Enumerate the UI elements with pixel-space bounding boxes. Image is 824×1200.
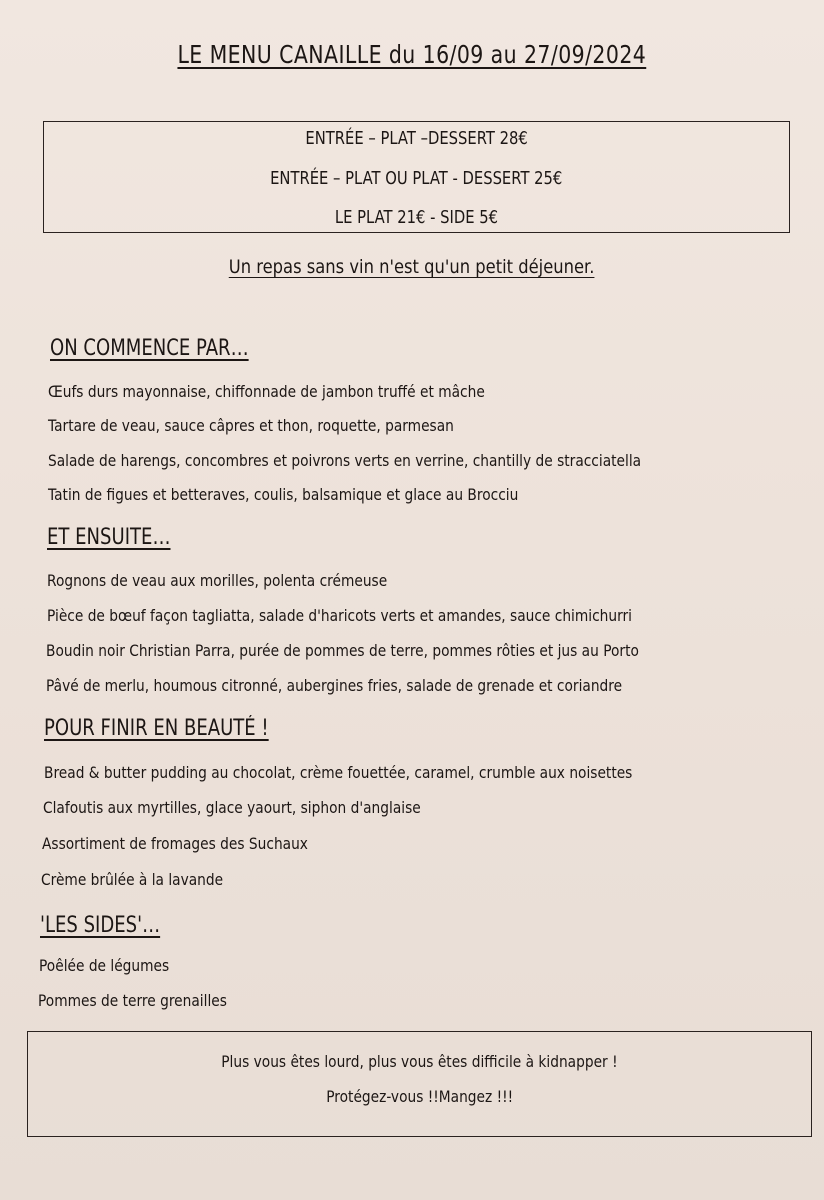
price-formula-two-courses: ENTRÉE – PLAT OU PLAT - DESSERT 25€ xyxy=(270,168,563,189)
menu-item: Poêlée de légumes xyxy=(39,956,170,975)
closing-quote-line: Plus vous êtes lourd, plus vous êtes difficile à kidnapper ! xyxy=(221,1052,618,1071)
menu-item: Bread & butter pudding au chocolat, crème fouettée, caramel, crumble aux noisettes xyxy=(44,763,633,782)
closing-quote-box xyxy=(27,1031,812,1137)
menu-item: Crème brûlée à la lavande xyxy=(41,870,224,889)
menu-item: Salade de harengs, concombres et poivrons verts en verrine, chantilly de stracciatella xyxy=(48,451,642,470)
menu-item: Pommes de terre grenailles xyxy=(38,991,227,1010)
section-heading-starters: ON COMMENCE PAR… xyxy=(50,336,249,361)
section-heading-sides: 'LES SIDES'… xyxy=(40,913,161,938)
menu-item: Tatin de figues et betteraves, coulis, balsamique et glace au Brocciu xyxy=(48,485,519,504)
menu-item: Œufs durs mayonnaise, chiffonnade de jambon truffé et mâche xyxy=(48,382,485,401)
closing-quote-line: Protégez-vous !!Mangez !!! xyxy=(326,1087,513,1106)
price-box xyxy=(43,121,790,233)
price-formula-three-courses: ENTRÉE – PLAT –DESSERT 28€ xyxy=(305,128,528,149)
tagline-row xyxy=(0,256,824,278)
price-formula-main-side: LE PLAT 21€ - SIDE 5€ xyxy=(334,207,499,228)
menu-item: Clafoutis aux myrtilles, glace yaourt, siphon d'anglaise xyxy=(43,798,421,817)
menu-title-row xyxy=(0,40,824,69)
menu-item: Pâvé de merlu, houmous citronné, aubergines fries, salade de grenade et coriandre xyxy=(46,676,623,695)
tagline: Un repas sans vin n'est qu'un petit déjeuner. xyxy=(229,256,595,278)
menu-item: Rognons de veau aux morilles, polenta crémeuse xyxy=(47,571,388,590)
menu-item: Assortiment de fromages des Suchaux xyxy=(42,834,308,853)
section-heading-mains: ET ENSUITE… xyxy=(47,525,171,550)
menu-item: Pièce de bœuf façon tagliatta, salade d'haricots verts et amandes, sauce chimichurri xyxy=(47,606,632,625)
menu-item: Tartare de veau, sauce câpres et thon, roquette, parmesan xyxy=(48,416,454,435)
section-heading-desserts: POUR FINIR EN BEAUTÉ ! xyxy=(44,716,269,741)
menu-item: Boudin noir Christian Parra, purée de pommes de terre, pommes rôties et jus au Porto xyxy=(46,641,639,660)
menu-title: LE MENU CANAILLE du 16/09 au 27/09/2024 xyxy=(177,40,647,69)
